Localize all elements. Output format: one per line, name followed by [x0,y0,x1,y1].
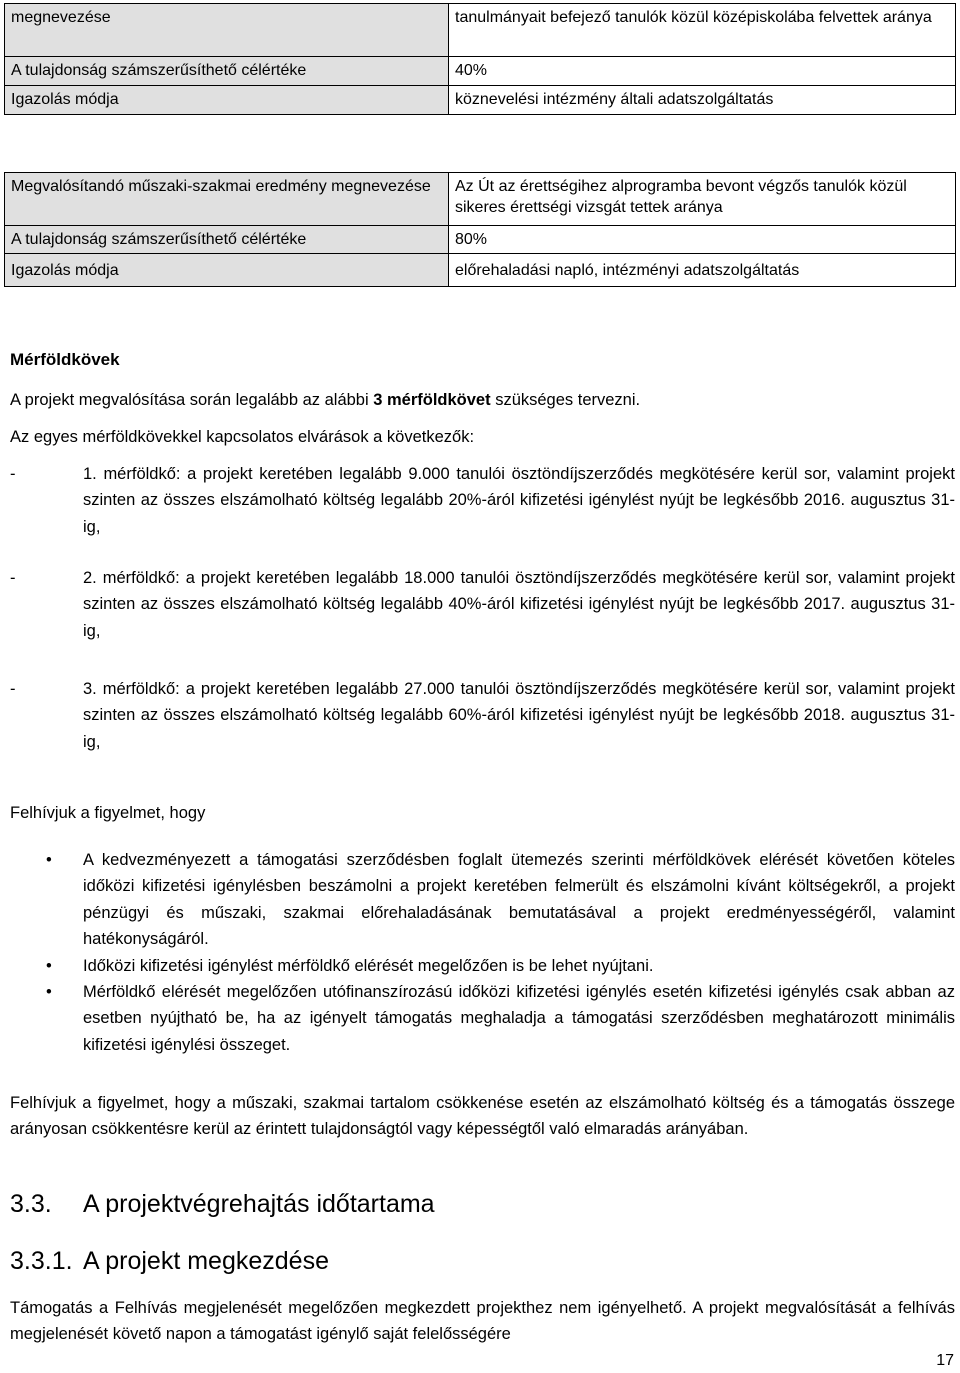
table1-value-verification: köznevelési intézmény általi adatszolgáltatás [449,86,956,115]
project-start-paragraph: Támogatás a Felhívás megjelenését megelőzően megkezdett projekthez nem igényelhető. A projekt megvalósítását a felhívás megjelenését követő napon a támogatást igénylő saját felelősségére [10,1299,955,1344]
dash-marker: - [10,465,16,483]
dash-marker: - [10,569,16,587]
section-heading-3-3-1 [10,1247,329,1276]
indicator-table-1 [4,3,956,115]
intro-text-after: szükséges tervezni. [490,391,641,409]
notice-bullet-item [10,979,955,1058]
notice-bullet-item [10,953,955,979]
table2-label-name: Megvalósítandó műszaki-szakmai eredmény megnevezése [5,173,449,226]
table1-label-name: megnevezése [5,4,449,57]
milestones-subintro: Az egyes mérföldkövekkel kapcsolatos elvárások a következők: [10,428,475,446]
notice-paragraph: Felhívjuk a figyelmet, hogy a műszaki, szakmai tartalom csökkenése esetén az elszámolható költség és a támogatás összege arányosan csökkentésre kerül az érintett tulajdonságtól vagy képességtől való elmaradás arányában. [10,1094,955,1139]
table1-label-target: A tulajdonság számszerűsíthető célértéke [5,57,449,86]
milestone-item-3 [10,676,955,755]
table2-label-target: A tulajdonság számszerűsíthető célértéke [5,226,449,254]
milestone-text: 3. mérföldkő: a projekt keretében legalább 27.000 tanulói ösztöndíjszerződés megkötésére kerül sor, valamint projekt szinten az összes elszámolható költség legalább 60%-áról kifizetési igénylést nyújt be legkésőbb 2018. augusztus 31-ig, [83,680,955,751]
bullet-text: Mérföldkő elérését megelőzően utófinanszírozású időközi kifizetési igénylés esetén kifizetési igénylés csak abban az esetben nyújtható be, ha az igényelt támogatás meghaladja a támogatási szerződésben meghatározott minimális kifizetési igénylési összeget. [83,982,955,1054]
table2-value-name: Az Út az érettségihez alprogramba bevont végzős tanulók közül sikeres érettségi vizsgát tettek aránya [449,173,956,226]
milestone-text: 1. mérföldkő: a projekt keretében legalább 9.000 tanulói ösztöndíjszerződés megkötésére kerül sor, valamint projekt szinten az összes elszámolható költség legalább 20%-áról kifizetési igénylést nyújt be legkésőbb 2016. augusztus 31-ig, [83,465,955,536]
table1-label-verification: Igazolás módja [5,86,449,115]
notice-bullet-list [10,847,955,1058]
notice-bullet-item [10,847,955,953]
section-heading-3-3 [10,1190,435,1219]
notice-lead: Felhívjuk a figyelmet, hogy [10,804,206,822]
page-number: 17 [936,1352,954,1369]
milestones-intro [10,387,955,413]
table1-value-target: 40% [449,57,956,86]
table1-value-name: tanulmányait befejező tanulók közül középiskolába felvettek aránya [449,4,956,57]
milestones-heading: Mérföldkövek [10,350,120,369]
milestone-item-1 [10,461,955,540]
dash-marker: - [10,680,16,698]
bullet-text: Időközi kifizetési igénylést mérföldkő elérését megelőzően is be lehet nyújtani. [83,956,654,975]
table2-label-verification: Igazolás módja [5,254,449,287]
section-title: A projektvégrehajtás időtartama [83,1190,435,1218]
section-number: 3.3.1. [10,1247,73,1275]
table2-value-target: 80% [449,226,956,254]
section-number: 3.3. [10,1190,52,1218]
milestone-text: 2. mérföldkő: a projekt keretében legalább 18.000 tanulói ösztöndíjszerződés megkötésére kerül sor, valamint projekt szinten az összes elszámolható költség legalább 40%-áról kifizetési igénylést nyújt be legkésőbb 2017. augusztus 31-ig, [83,569,955,640]
indicator-table-2 [4,172,956,287]
table2-value-verification: előrehaladási napló, intézményi adatszolgáltatás [449,254,956,287]
intro-text-bold: 3 mérföldkövet [373,391,491,409]
milestone-item-2 [10,565,955,644]
bullet-marker: • [46,956,52,975]
section-title: A projekt megkezdése [83,1247,329,1275]
bullet-marker: • [46,851,52,869]
bullet-marker: • [46,982,52,1001]
bullet-text: A kedvezményezett a támogatási szerződésben foglalt ütemezés szerinti mérföldkövek elérését követően köteles időközi kifizetési igénylésben beszámolni a projekt keretében felmerült és elszámolni kívánt költségekről, a projekt pénzügyi és műszaki, szakmai előrehaladásának bemutatásával a projekt eredményességéről, valamint hatékonyságáról. [83,851,955,949]
intro-text-before: A projekt megvalósítása során legalább az alábbi [10,391,374,409]
